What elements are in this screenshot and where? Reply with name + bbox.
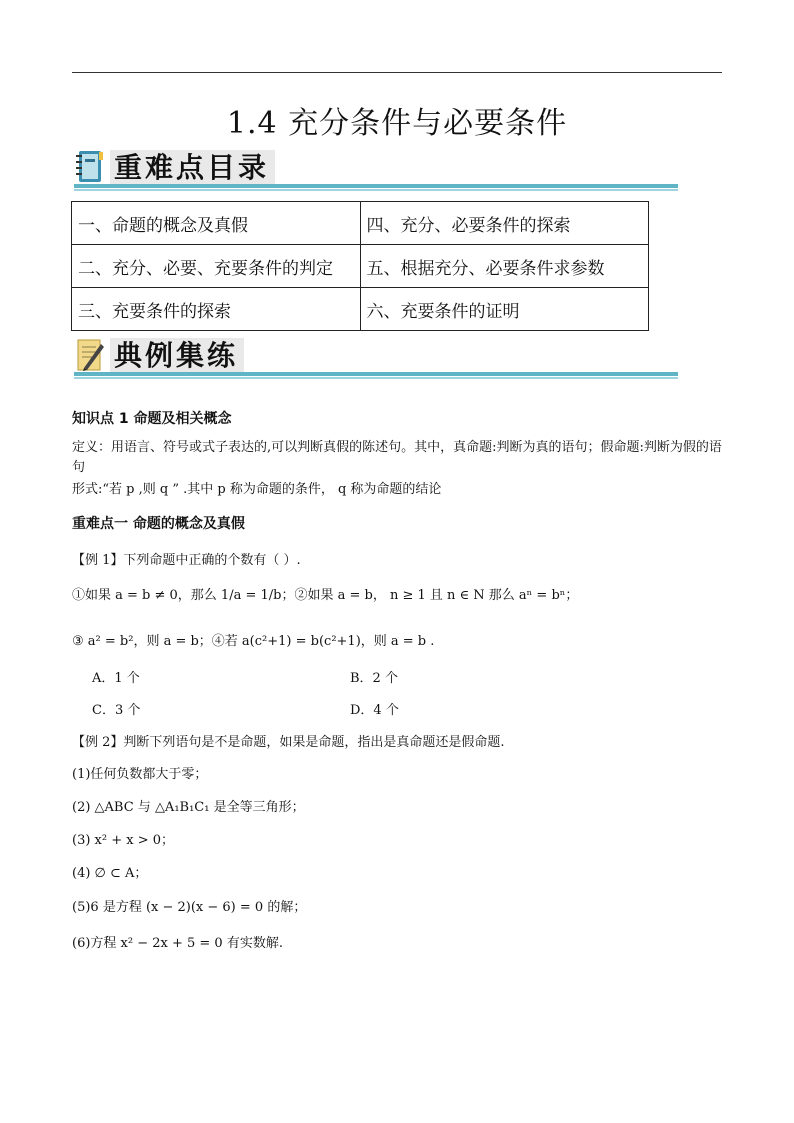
notebook-icon xyxy=(76,150,104,184)
toc-cell: 三、充要条件的探索 xyxy=(72,288,361,331)
list-item: (1)任何负数都大于零； xyxy=(72,767,208,782)
toc-table xyxy=(71,201,649,331)
banner-bar xyxy=(74,184,678,188)
list-item: (3) x² + x > 0； xyxy=(72,833,175,848)
option-a: A．1 个 xyxy=(92,671,140,686)
list-item: (6)方程 x² − 2x + 5 = 0 有实数解. xyxy=(72,936,283,951)
table-row xyxy=(72,245,649,288)
toc-cell: 二、充分、必要、充要条件的判定 xyxy=(72,245,361,288)
list-item: (5)6 是方程 (x − 2)(x − 6) = 0 的解； xyxy=(72,900,307,915)
page-title: 1.4 充分条件与必要条件 xyxy=(226,106,568,141)
banner-bar-thin xyxy=(74,377,678,379)
toc-cell: 五、根据充分、必要条件求参数 xyxy=(360,245,649,288)
table-row xyxy=(72,202,649,245)
examples-banner xyxy=(74,338,678,380)
banner-bar-thin xyxy=(74,189,678,191)
table-row xyxy=(72,288,649,331)
pen-paper-icon xyxy=(76,338,104,372)
examples-banner-label: 典例集练 xyxy=(110,338,244,374)
toc-banner xyxy=(74,150,678,192)
option-b: B．2 个 xyxy=(350,671,398,686)
banner-bar xyxy=(74,372,678,376)
knowledge-point-heading: 知识点 1 命题及相关概念 xyxy=(72,411,232,427)
toc-cell: 四、充分、必要条件的探索 xyxy=(360,202,649,245)
example-1-stem: 【例 1】下列命题中正确的个数有（ ）. xyxy=(72,553,301,568)
definition-text: 定义：用语言、符号或式子表达的,可以判断真假的陈述句。其中，真命题:判断为真的语句；假命题:判断为假的语句 xyxy=(72,440,722,475)
option-c: C．3 个 xyxy=(92,703,141,718)
example-1-item-2: ③ a² = b²，则 a = b；④若 a(c²+1) = b(c²+1)，则 a = b . xyxy=(72,634,435,649)
example-2-stem: 【例 2】判断下列语句是不是命题，如果是命题，指出是真命题还是假命题. xyxy=(72,735,505,750)
toc-banner-label: 重难点目录 xyxy=(110,150,275,186)
example-1-item-1: ①如果 a = b ≠ 0，那么 1/a = 1/b；②如果 a = b， n ≥ 1 且 n ∈ N 那么 aⁿ = bⁿ； xyxy=(72,588,579,603)
top-rule xyxy=(72,72,722,73)
list-item: (2) △ABC 与 △A₁B₁C₁ 是全等三角形； xyxy=(72,800,305,815)
option-d: D．4 个 xyxy=(350,703,399,718)
section-heading: 重难点一 命题的概念及真假 xyxy=(72,516,245,532)
list-item: (4) ∅ ⊂ A； xyxy=(72,866,148,881)
toc-cell: 六、充要条件的证明 xyxy=(360,288,649,331)
form-text: 形式:“若 p ,则 q ” .其中 p 称为命题的条件， q 称为命题的结论 xyxy=(72,482,442,497)
toc-cell: 一、命题的概念及真假 xyxy=(72,202,361,245)
